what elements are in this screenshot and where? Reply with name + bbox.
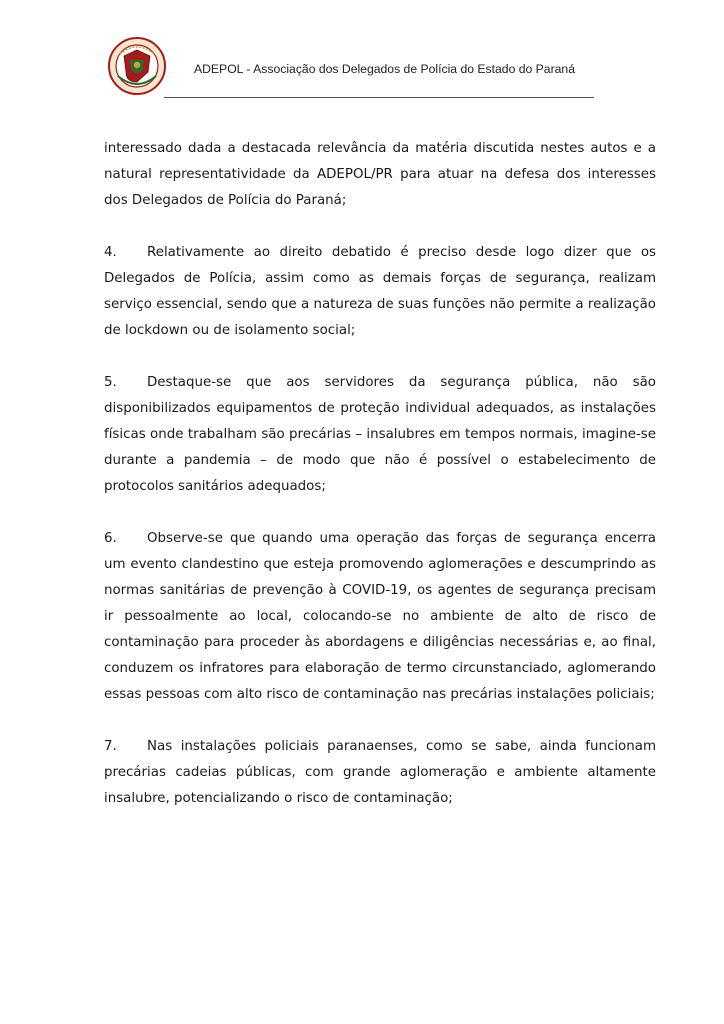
paragraph-7 — [104, 734, 656, 812]
paragraph-number: 6. — [104, 531, 117, 546]
letterhead — [104, 36, 594, 98]
paragraph-text: interessado dada a destacada relevância da matéria discutida nestes autos e a natural representatividade da ADEPOL/PR para atuar na defesa dos interesses dos Delegados de Polícia do Paraná; — [104, 141, 656, 208]
adepol-seal-icon — [106, 36, 168, 96]
paragraph-text: Relativamente ao direito debatido é preciso desde logo dizer que os Delegados de Polícia, assim como as demais forças de segurança, realizam serviço essencial, sendo que a natureza de suas funções não permite a realização de lockdown ou de isolamento social; — [104, 245, 656, 338]
paragraph-text: Destaque-se que aos servidores da segurança pública, não são disponibilizados equipamentos de proteção individual adequados, as instalações físicas onde trabalham são precárias – insalubres em tempos normais, imagine-se durante a pandemia – de modo que não é possível o estabelecimento de protocolos sanitários adequados; — [104, 375, 656, 494]
paragraph-5 — [104, 370, 656, 500]
letterhead-divider — [164, 97, 594, 98]
paragraph-text: Nas instalações policiais paranaenses, como se sabe, ainda funcionam precárias cadeias públicas, com grande aglomeração e ambiente altamente insalubre, potencializando o risco de contaminação; — [104, 739, 656, 806]
paragraph-number: 4. — [104, 245, 117, 260]
paragraph-4 — [104, 240, 656, 344]
paragraph-text: Observe-se que quando uma operação das forças de segurança encerra um evento clandestino que esteja promovendo aglomerações e descumprindo as normas sanitárias de prevenção à COVID-19, os agentes de segurança precisam ir pessoalmente ao local, colocando-se no ambiente de alto de risco de contaminação para proceder às abordagens e diligências necessárias e, ao final, conduzem os infratores para elaboração de termo circunstanciado, aglomerando essas pessoas com alto risco de contaminação nas precárias instalações policiais; — [104, 531, 656, 702]
paragraph-number: 5. — [104, 375, 117, 390]
document-body — [104, 136, 656, 838]
letterhead-title: ADEPOL - Associação dos Delegados de Polícia do Estado do Paraná — [194, 62, 575, 76]
paragraph-continuation — [104, 136, 656, 214]
paragraph-number: 7. — [104, 739, 117, 754]
paragraph-6 — [104, 526, 656, 708]
